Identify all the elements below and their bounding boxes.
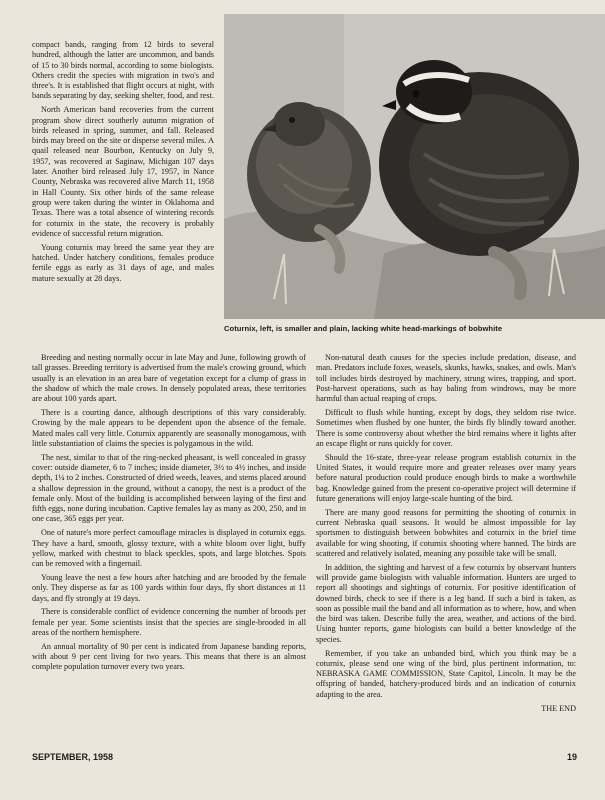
page-number: 19 xyxy=(566,752,577,762)
paragraph: compact bands, ranging from 12 birds to several hundred, although the latter are uncommon, and bands of 15 to 30 birds normal, according to some biologists. Others credit the species with migration in two's and three's. It is established that flight occurs at night, with bands separating by day, seeking shelter, food, and rest. xyxy=(32,40,214,101)
photo-caption: Coturnix, left, is smaller and plain, lacking white head-markings of bobwhite xyxy=(224,324,503,333)
the-end-marker: THE END xyxy=(541,703,576,713)
paragraph: The nest, similar to that of the ring-necked pheasant, is well concealed in grassy cover: outside diameter, 6 to 7 inches; inside diameter, 3½ to 4½ inches, and inside depth, 1¼ to 2 inches. Constructed of dried weeds, leaves, and stems placed around a shallow depression in the ground, without a canopy, the nest is a product of the female only. Most of the building is accomplished between laying of the first and fifth eggs, none during incubation. Captive females lay as many as 200, 250, and in one case, 365 eggs per year. xyxy=(32,452,306,524)
paragraph: An annual mortality of 90 per cent is indicated from Japanese banding reports, with about 9 per cent living for two years. This means that there is an almost complete population turnover every two years. xyxy=(32,641,306,672)
quail-photo xyxy=(224,14,605,319)
paragraph: Breeding and nesting normally occur in late May and June, following growth of tall grasses. Breeding territory is advertised from the male's crowing ground, which usually is an elevation in an area bare of vegetation except for a clump of grass in the shadow of which the male crows. In densely populated areas, these territories are about 100 yards apart. xyxy=(32,353,306,404)
column-left xyxy=(32,40,214,287)
paragraph: There is considerable conflict of evidence concerning the number of broods per female per year. Some scientists insist that the species are single-brooded in all areas of the northern hemisphere. xyxy=(32,607,306,637)
column-middle xyxy=(32,353,306,676)
paragraph: One of nature's more perfect camouflage miracles is displayed in coturnix eggs. They have a hard, smooth, glossy texture, with a white bloom over light, buffy yellow, marked with chestnut to black speckles, spots, and large blotches. Spots can be removed with a fingernail. xyxy=(32,528,306,569)
paragraph: In addition, the sighting and harvest of a few coturnix by observant hunters will provide game biologists with valuable information. Hunters are urged to report all shootings and sightings of coturnix. For positive identification of downed birds, check to see if there is a leg band. If such a bird is taken, as soon as possible mail the band and all information as to where, how, and when the bird was taken. Describe fully the area, weather, and actions of the bird. Using hunter reports, game biologists can build a better knowledge of the species. xyxy=(316,562,576,644)
paragraph: Should the 16-state, three-year release program establish coturnix in the United States, it would require more and greater releases over many years before natural production could produce enough birds to make a worthwhile bag. Knowledge gained from the present co-operative project will determine if future generations will enjoy large-scale hunting of the bird. xyxy=(316,452,576,503)
page-footer xyxy=(32,752,577,766)
paragraph: Young coturnix may breed the same year they are hatched. Under hatchery conditions, females produce fertile eggs as early as 31 days of age, and males mature sexually at 28 days. xyxy=(32,242,214,283)
paragraph: Remember, if you take an unbanded bird, which you think may be a coturnix, please send one wing of the bird, plus pertinent information, to: NEBRASKA GAME COMMISSION, State Capitol, Lincoln. It may be the offspring of banded, hatchery-produced birds and an indication of coturnix adapting to the area. xyxy=(316,648,576,699)
paragraph: Non-natural death causes for the species include predation, disease, and man. Predators include foxes, weasels, skunks, hawks, snakes, and owls. Man's toll includes birds destroyed by machinery, strung wires, trapping, and sport. Post-harvest operations, such as hay baling from windrows, may be more harmful than actual reaping of crops. xyxy=(316,353,576,404)
paragraph: Difficult to flush while hunting, except by dogs, they seldom rise twice. Sometimes when flushed by one hunter, the birds fly blindly toward another. There is some controversy about whether the bird remains where it lights after an escape flight or runs quickly for cover. xyxy=(316,407,576,448)
paragraph: There is a courting dance, although descriptions of this vary considerably. Crowing by the male appears to be dependent upon the absence of the female. Mated males call very little. Coturnix apparently are seasonally monogamous, with little substantiation of claims the species is polygamous in the wild. xyxy=(32,407,306,448)
paragraph: North American band recoveries from the current program show direct southerly autumn migration of birds released in spring, summer, and fall. Released birds may breed on the site or disperse several miles. A quail released near Bourbon, Kentucky on July 9, 1957, was recovered at Saginaw, Michigan 107 days later. Another bird released July 17, 1957, in Nance County, Nebraska was recovered alive March 11, 1958 in Hall County. Six other birds of the same release group were taken during the winter in Oklahoma and Texas. There was a total absence of wintering records for coturnix in the state, the recovery is probably evidence of successful return migration. xyxy=(32,105,214,238)
issue-date: SEPTEMBER, 1958 xyxy=(32,752,114,762)
paragraph: There are many good reasons for permitting the shooting of coturnix in current Nebraska quail seasons. It would be almost impossible for lay sportsmen to distinguish between bobwhites and coturnix in the brief time available for wing shooting, if coturnix shooting where banned. The birds are scattered and relatively isolated, meaning any possible take will be small. xyxy=(316,507,576,558)
paragraph: Young leave the nest a few hours after hatching and are brooded by the female only. They disperse as far as 100 yards within four days, fly short distances at 11 days, and fly strongly at 19 days. xyxy=(32,572,306,603)
column-right xyxy=(316,353,576,714)
